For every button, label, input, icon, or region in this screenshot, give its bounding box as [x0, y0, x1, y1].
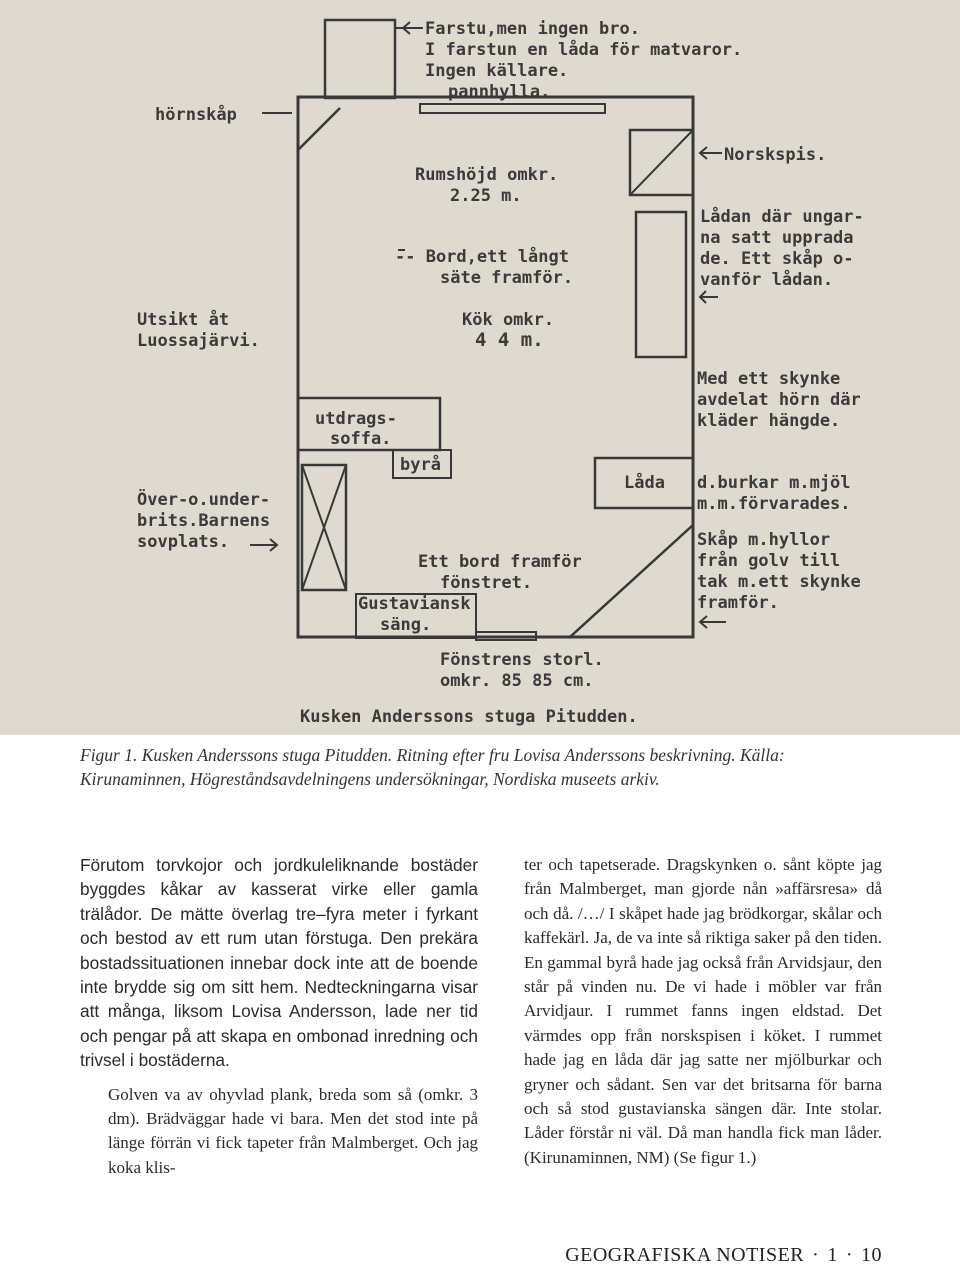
label-fonster-2: omkr. 85 85 cm.	[440, 671, 594, 691]
label-farstu-1: Farstu,men ingen bro.	[425, 19, 640, 39]
label-bord-1: -- Bord,ett långt	[395, 247, 569, 267]
lada-ungarna-box	[636, 212, 686, 357]
journal-name: GEOGRAFISKA NOTISER	[565, 1244, 805, 1266]
farstu-box	[325, 20, 395, 98]
footer-separator: ·	[845, 1244, 853, 1266]
label-lada: Låda	[624, 473, 665, 493]
footer-separator: ·	[812, 1244, 820, 1266]
label-utsikt-1: Utsikt åt	[137, 310, 230, 330]
label-skynke-1: Med ett skynke	[697, 369, 841, 389]
label-overunder-2: brits.Barnens	[137, 511, 271, 531]
label-skap-4: framför.	[697, 593, 779, 613]
label-skap-3: tak m.ett skynke	[697, 572, 861, 592]
label-burkar-1: d.burkar m.mjöl	[697, 473, 851, 493]
text-column-left	[80, 853, 478, 1180]
label-fonster-1: Fönstrens storl.	[440, 650, 604, 670]
figure-title: Kusken Anderssons stuga Pitudden.	[300, 707, 638, 727]
label-rumshojd-2: 2.25 m.	[450, 186, 522, 206]
caption-text: Figur 1. Kusken Anderssons stuga Pitudden. Ritning efter fru Lovisa Anderssons beskrivning. Källa: Kirunaminnen, Högreståndsavdelningens undersökningar, Nordiska museets arkiv.	[80, 745, 785, 789]
quote-block: Golven va av ohyvlad plank, breda som så (omkr. 3 dm). Brädväggar hade vi bara. Men det stod inte på länge förrän vi fick tapeter från Malmberget. Och jag koka klis-	[108, 1084, 478, 1177]
label-gustaviansk-2: säng.	[380, 615, 432, 635]
label-utsikt-2: Luossajärvi.	[137, 331, 260, 351]
page-number: 10	[861, 1244, 882, 1266]
label-kok-1: Kök omkr.	[462, 310, 555, 330]
label-bordfonster-1: Ett bord framför	[418, 552, 582, 572]
label-overunder-3: sovplats.	[137, 532, 230, 552]
label-byra: byrå	[400, 455, 441, 475]
label-farstu-3: Ingen källare.	[425, 61, 569, 81]
body-paragraph: Förutom torvkojor och jordkuleliknande bostäder byggdes kåkar av kasserat virke eller gamla trälådor. De mätte överlag tre–fyra meter i fyrkant och bestod av ett rum utan förstuga. Den prekära bostadssituationen innebar dock inte att de boende inte brydde sig om sitt hem. Nedteckningarna visar att många, liksom Lovisa Andersson, lade ner tid och pengar på att skapa en ombonad inredning och trivsel i bostäderna.	[80, 855, 478, 1071]
label-bordfonster-2: fönstret.	[440, 573, 533, 593]
label-norskspis: Norskspis.	[724, 145, 827, 165]
label-overunder-1: Över-o.under-	[137, 490, 271, 510]
label-kok-2: 4 4 m.	[475, 329, 544, 351]
label-hornskap: hörnskåp	[155, 105, 237, 125]
text-column-right	[524, 853, 882, 1170]
label-rumshojd-1: Rumshöjd omkr.	[415, 165, 559, 185]
label-bord-2: säte framför.	[440, 268, 574, 288]
label-skynke-2: avdelat hörn där	[697, 390, 861, 410]
label-skap-2: från golv till	[697, 551, 841, 571]
label-ungarna-4: vanför lådan.	[700, 270, 834, 290]
pannhylla-shelf	[420, 104, 605, 113]
label-ungarna-3: de. Ett skåp o-	[700, 249, 854, 269]
figure-caption	[80, 743, 890, 791]
label-ungarna-1: Lådan där ungar-	[700, 207, 864, 227]
page-footer	[565, 1244, 882, 1267]
quote-continued: ter och tapetserade. Dragskynken o. sånt köpte jag från Malmberget, man gjorde nån »affärsresa» då och då. /…/ I skåpet hade jag brödkorgar, skålar och kaffekärl. Ja, de va inte så riktiga saker på den tiden. En gammal byrå hade jag också från Arvidsjaur, den står på vinden nu. De vi hade i möbler var från Arvidjaur. I rummet fanns ingen eldstad. Det värmdes opp från norskspisen i köket. I rummet hade jag en låda där jag satte ner mjölburkar och gryner och sådant. Sen var det britsarna för barna och så stod gustavianska sängen där. Inte stolar. Låder förstår ni väl. Då man handla fick man låder. (Kirunaminnen, NM) (Se figur 1.)	[524, 855, 882, 1167]
label-gustaviansk-1: Gustaviansk	[358, 594, 471, 614]
volume-number: 1	[827, 1244, 838, 1266]
label-utdrags-2: soffa.	[330, 429, 392, 449]
label-farstu-2: I farstun en låda för matvaror.	[425, 40, 743, 60]
label-skynke-3: kläder hängde.	[697, 411, 841, 431]
label-farstu-4: pannhylla.	[448, 82, 551, 102]
label-ungarna-2: na satt upprada	[700, 228, 854, 248]
label-skap-1: Skåp m.hyllor	[697, 530, 831, 550]
label-utdrags-1: utdrags-	[315, 409, 397, 429]
label-burkar-2: m.m.förvarades.	[697, 494, 851, 514]
